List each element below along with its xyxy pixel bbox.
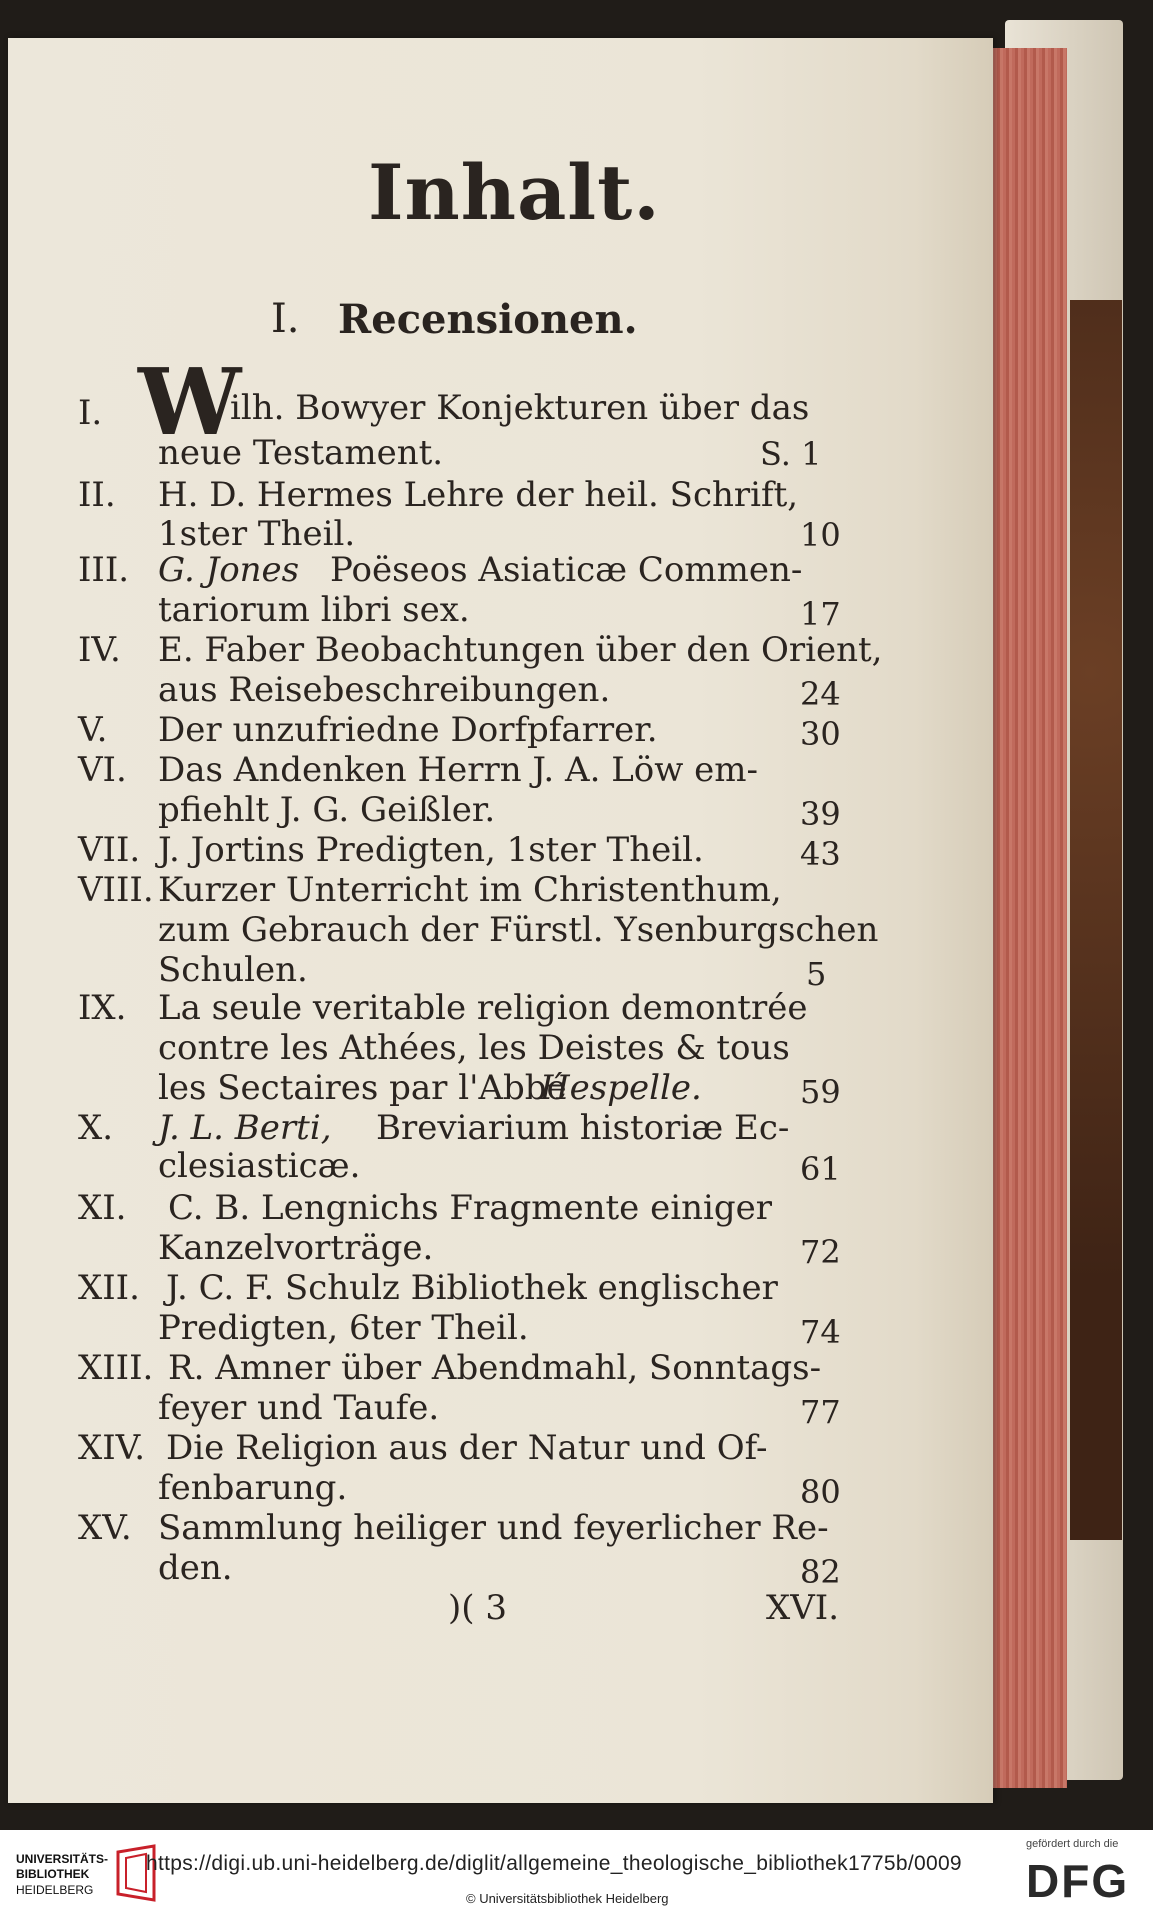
entry-number: XIV. (78, 1428, 146, 1468)
entry-number: IV. (78, 630, 121, 670)
entry-author-italic: Hespelle. (540, 1068, 702, 1108)
entry-line: Kanzelvorträge. (158, 1228, 434, 1268)
entry-number: V. (78, 710, 108, 750)
entry-line: pfiehlt J. G. Geißler. (158, 790, 496, 830)
signature-mark: )( 3 (448, 1588, 507, 1628)
entry-line: Schulen. (158, 950, 308, 990)
funding-label: gefördert durch die (1026, 1838, 1119, 1850)
entry-number: XII. (78, 1268, 140, 1308)
entry-line: zum Gebrauch der Fürstl. Ysenburgschen (158, 910, 879, 950)
entry-number: X. (78, 1108, 114, 1148)
library-name-line2: BIBLIOTHEK (16, 1867, 90, 1881)
entry-line: fenbarung. (158, 1468, 348, 1508)
book-page (8, 38, 993, 1803)
viewer-footer (0, 1830, 1153, 1918)
entry-line: Predigten, 6ter Theil. (158, 1308, 529, 1348)
entry-author-italic: J. L. Berti, (158, 1108, 332, 1148)
entry-page: 59 (800, 1073, 841, 1111)
library-name-line1: UNIVERSITÄTS- (16, 1852, 109, 1866)
entry-number: II. (78, 475, 116, 515)
entry-line: Die Religion aus der Natur und Of- (166, 1428, 768, 1468)
entry-line: C. B. Lengnichs Fragmente einiger (168, 1188, 772, 1228)
entry-page: 80 (800, 1473, 841, 1511)
entry-line: 1ster Theil. (158, 514, 356, 554)
library-city: HEIDELBERG (16, 1883, 94, 1897)
entry-line: Breviarium historiæ Ec- (376, 1108, 790, 1148)
entry-line: feyer und Taufe. (158, 1388, 440, 1428)
entry-number: IX. (78, 988, 127, 1028)
entry-author-italic: G. Jones (158, 550, 300, 590)
entry-page: 30 (800, 715, 841, 753)
entry-page: 5 (806, 955, 827, 993)
entry-page: 74 (800, 1313, 841, 1351)
section-number: I. (271, 296, 300, 342)
section-heading: Recensionen. (338, 296, 638, 343)
library-name (16, 1852, 108, 1882)
entry-number: XV. (78, 1508, 132, 1548)
entry-line: E. Faber Beobachtungen über den Orient, (158, 630, 883, 670)
entry-page: 43 (800, 835, 841, 873)
entry-line: contre les Athées, les Deistes & tous (158, 1028, 790, 1068)
permalink-url[interactable]: https://digi.ub.uni-heidelberg.de/diglit/allgemeine_theologische_bibliothek1775b/0009 (146, 1852, 962, 1875)
entry-number: III. (78, 550, 130, 590)
entry-line: La seule veritable religion demontrée (158, 988, 808, 1028)
entry-number: I. (78, 393, 103, 433)
entry-page: 10 (800, 516, 841, 554)
dfg-logo: DFG (1026, 1855, 1130, 1907)
entry-page: 77 (800, 1393, 841, 1431)
entry-line: neue Testament. (158, 433, 444, 473)
entry-line: tariorum libri sex. (158, 590, 470, 630)
catchword: XVI. (766, 1588, 839, 1628)
copyright-text: © Universitätsbibliothek Heidelberg (466, 1891, 669, 1906)
initial-letter: W (138, 348, 242, 456)
entry-number: VII. (78, 830, 141, 870)
book-spine (1070, 300, 1122, 1540)
entry-line: J. C. F. Schulz Bibliothek englischer (166, 1268, 778, 1308)
entry-line: ilh. Bowyer Konjekturen über das (230, 388, 810, 428)
entry-line: Poëseos Asiaticæ Commen- (330, 550, 803, 590)
entry-page: 24 (800, 675, 841, 713)
entry-number: XIII. (78, 1348, 154, 1388)
entry-page: 17 (800, 595, 841, 633)
entry-number: XI. (78, 1188, 127, 1228)
entry-line: Der unzufriedne Dorfpfarrer. (158, 710, 658, 750)
entry-line: Das Andenken Herrn J. A. Löw em- (158, 750, 759, 790)
entry-line: den. (158, 1548, 233, 1588)
page-title: Inhalt. (368, 148, 661, 237)
entry-line: clesiasticæ. (158, 1146, 361, 1186)
entry-number: VIII. (78, 870, 154, 910)
entry-line: Sammlung heiliger und feyerlicher Re- (158, 1508, 829, 1548)
entry-line: Kurzer Unterricht im Christenthum, (158, 870, 782, 910)
entry-line: les Sectaires par l'Abbé (158, 1068, 567, 1108)
page-edges (985, 48, 1067, 1788)
entry-page: 39 (800, 795, 841, 833)
entry-line: aus Reisebeschreibungen. (158, 670, 611, 710)
entry-number: VI. (78, 750, 127, 790)
entry-line: H. D. Hermes Lehre der heil. Schrift, (158, 475, 799, 515)
entry-line: R. Amner über Abendmahl, Sonntags- (168, 1348, 822, 1388)
entry-page: 61 (800, 1150, 841, 1188)
entry-line: J. Jortins Predigten, 1ster Theil. (158, 830, 704, 870)
entry-page: 72 (800, 1233, 841, 1271)
entry-page: 82 (800, 1553, 841, 1591)
entry-page: S. 1 (760, 435, 822, 473)
